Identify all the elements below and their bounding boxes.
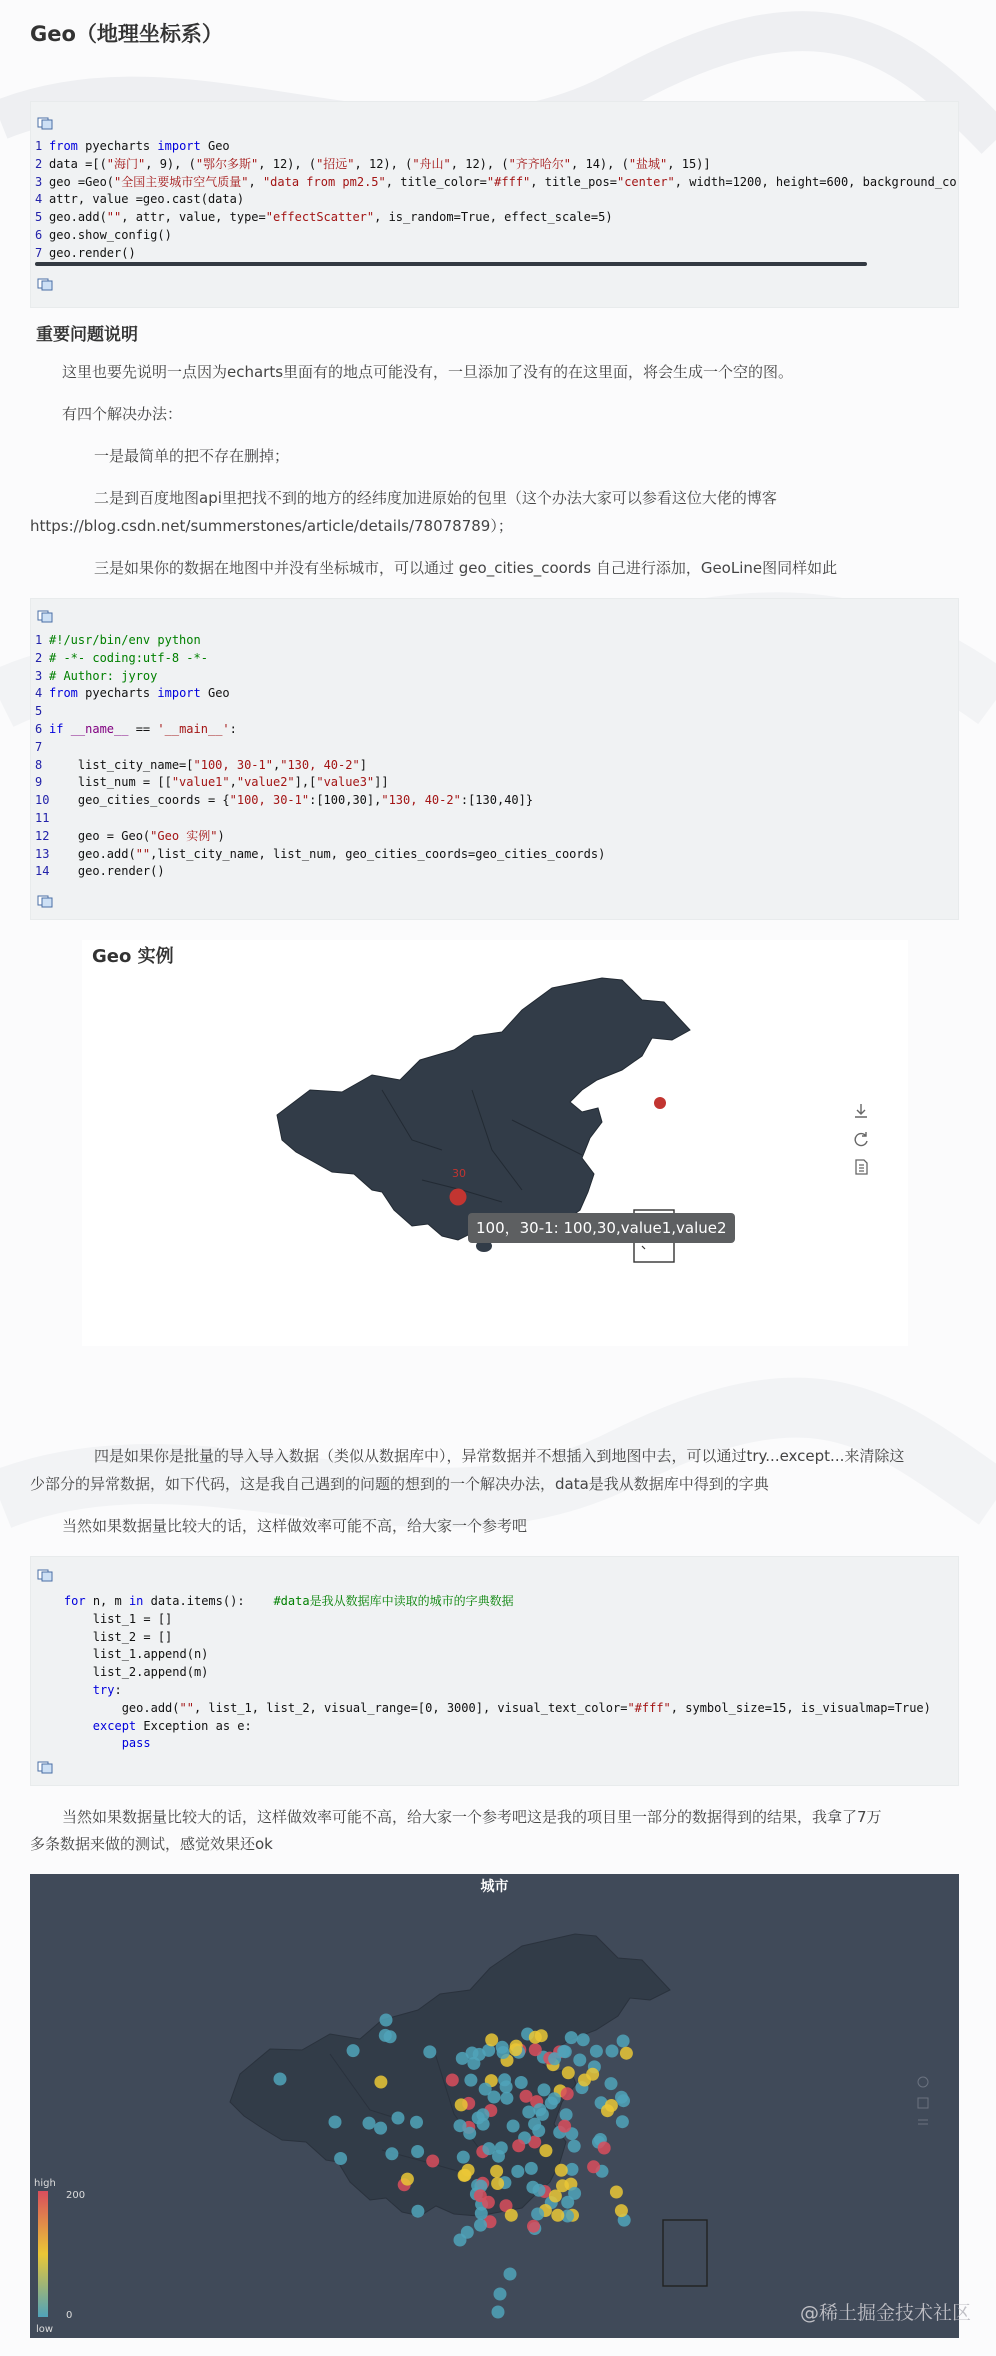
line-number: 7 bbox=[35, 245, 43, 260]
code-line bbox=[35, 1593, 931, 1611]
paragraph: 有四个解决办法： bbox=[62, 405, 183, 423]
scatter-point[interactable] bbox=[363, 2117, 376, 2130]
code-text: list_2 = [] bbox=[35, 1629, 173, 1644]
scatter-point[interactable] bbox=[507, 2120, 520, 2133]
code-line bbox=[35, 174, 957, 192]
section-heading: 重要问题说明 bbox=[36, 325, 138, 345]
code-lines bbox=[35, 138, 957, 263]
line-number: 3 bbox=[35, 668, 43, 683]
code-line bbox=[35, 1735, 931, 1753]
code-line bbox=[35, 1700, 931, 1718]
scatter-point[interactable] bbox=[573, 2054, 586, 2067]
toolbox-icons[interactable] bbox=[915, 2074, 931, 2134]
scatter-point[interactable] bbox=[274, 2073, 287, 2086]
scatter-point[interactable] bbox=[479, 2083, 492, 2096]
scatter-point[interactable] bbox=[539, 2144, 552, 2157]
scatter-point[interactable] bbox=[601, 2104, 614, 2117]
line-number: 6 bbox=[35, 721, 43, 736]
code-text: if __name__ == '__main__': bbox=[49, 721, 237, 736]
scatter-point[interactable] bbox=[512, 2139, 525, 2152]
scatter-point[interactable] bbox=[590, 2045, 603, 2058]
code-line bbox=[35, 703, 605, 721]
paragraph: 一是最简单的把不存在删掉； bbox=[94, 447, 290, 465]
scatter-point[interactable] bbox=[616, 2115, 629, 2128]
code-text: data =[("海门", 9), ("鄂尔多斯", 12), ("招远", 12), ("舟山", 12), ("齐齐哈尔", 14), ("盐城", 15)] bbox=[49, 156, 711, 171]
code-line bbox=[35, 846, 605, 864]
code-text: list_1.append(n) bbox=[35, 1647, 209, 1662]
scatter-point[interactable] bbox=[509, 2043, 522, 2056]
scatter-point[interactable] bbox=[459, 2169, 472, 2182]
scatter-point[interactable] bbox=[562, 2066, 575, 2079]
scatter-point[interactable] bbox=[374, 2122, 387, 2135]
scatter-point[interactable] bbox=[492, 2150, 505, 2163]
paragraph: 少部分的异常数据，如下代码，这是我自己遇到的问题的想到的一个解决办法，data是我从数据库中得到的字典 bbox=[30, 1475, 769, 1493]
scatter-point[interactable] bbox=[522, 2106, 535, 2119]
code-line bbox=[35, 668, 605, 686]
scatter-point[interactable] bbox=[494, 2288, 507, 2301]
scatter-point[interactable] bbox=[532, 2124, 545, 2137]
code-line bbox=[35, 863, 605, 881]
page-title: Geo（地理坐标系） bbox=[30, 22, 223, 46]
code-text: list_1 = [] bbox=[35, 1611, 173, 1626]
paragraph: 当然如果数据量比较大的话，这样做效率可能不高，给大家一个参考吧这是我的项目里一部分的数据得到的结果，我拿了7万 bbox=[62, 1808, 882, 1826]
code-line bbox=[35, 650, 605, 668]
code-line bbox=[35, 227, 957, 245]
scatter-point[interactable] bbox=[615, 2091, 628, 2104]
scatter-point[interactable] bbox=[334, 2152, 347, 2165]
scatter-point[interactable] bbox=[411, 2145, 424, 2158]
paragraph: 这里也要先说明一点因为echarts里面有的地点可能没有，一旦添加了没有的在这里面，将会生成一个空的图。 bbox=[62, 363, 794, 381]
copy-code-icon[interactable] bbox=[37, 1761, 53, 1774]
scatter-point[interactable] bbox=[464, 2074, 477, 2087]
scatter-point[interactable] bbox=[615, 2204, 628, 2217]
code-lines bbox=[35, 1593, 931, 1753]
code-text: geo.add("", attr, value, type="effectScatter", is_random=True, effect_scale=5) bbox=[49, 210, 613, 225]
scatter-point[interactable] bbox=[485, 2033, 498, 2046]
visual-map-legend[interactable] bbox=[36, 2189, 50, 2319]
blog-link[interactable]: https://blog.csdn.net/summerstones/article/details/78078789）； bbox=[30, 517, 513, 535]
paragraph: 二是到百度地图api里把找不到的地方的经纬度加进原始的包里（这个办法大家可以参看这位大佬的博客 bbox=[94, 489, 777, 507]
scatter-point[interactable] bbox=[374, 2076, 387, 2089]
geo-example-map bbox=[82, 940, 908, 1346]
scatter-point[interactable] bbox=[474, 2189, 487, 2202]
scatter-point[interactable] bbox=[446, 2074, 459, 2087]
scatter-point[interactable] bbox=[586, 2068, 599, 2081]
code-block-1 bbox=[30, 101, 959, 308]
code-line bbox=[35, 1664, 931, 1682]
line-number: 9 bbox=[35, 775, 43, 790]
code-text: #!/usr/bin/env python bbox=[49, 633, 201, 647]
code-line bbox=[35, 209, 957, 227]
legend-min-value: 0 bbox=[66, 2310, 73, 2321]
scatter-point[interactable] bbox=[568, 2140, 581, 2153]
scatter-point[interactable] bbox=[505, 2209, 518, 2222]
scatter-point[interactable] bbox=[605, 2077, 618, 2090]
scatter-point[interactable] bbox=[504, 2268, 517, 2281]
code-text: from pyecharts import Geo bbox=[49, 686, 230, 701]
scatter-point[interactable] bbox=[533, 2103, 546, 2116]
line-number: 5 bbox=[35, 704, 43, 719]
code-text: geo.show_config() bbox=[49, 227, 172, 242]
line-number: 6 bbox=[35, 227, 43, 242]
code-text: try: bbox=[92, 1682, 122, 1697]
scatter-point[interactable] bbox=[347, 2044, 360, 2057]
code-line bbox=[35, 138, 957, 156]
scatter-point[interactable] bbox=[491, 2177, 504, 2190]
line-number: 1 bbox=[35, 139, 43, 153]
code-line bbox=[35, 245, 957, 263]
scatter-point[interactable] bbox=[474, 2219, 487, 2232]
line-number: 12 bbox=[35, 828, 50, 843]
data-point bbox=[450, 1189, 467, 1206]
line-number: 13 bbox=[35, 846, 50, 861]
scatter-point[interactable] bbox=[329, 2116, 342, 2129]
code-text: for n, m in data.items(): #data是我从数据库中读取的城市的字典数据 bbox=[63, 1594, 514, 1608]
copy-code-icon[interactable] bbox=[37, 610, 53, 623]
code-line bbox=[35, 774, 605, 792]
scatter-point[interactable] bbox=[457, 2151, 470, 2164]
scatter-point[interactable] bbox=[529, 2031, 542, 2044]
scatter-point[interactable] bbox=[620, 2047, 633, 2060]
scatter-point[interactable] bbox=[559, 2045, 572, 2058]
watermark: @稀土掘金技术社区 bbox=[800, 2302, 972, 2324]
scatter-point[interactable] bbox=[606, 2045, 619, 2058]
scatter-point[interactable] bbox=[610, 2186, 623, 2199]
scatter-point[interactable] bbox=[549, 2190, 562, 2203]
scatter-point[interactable] bbox=[490, 2165, 503, 2178]
paragraph: 三是如果你的数据在地图中并没有坐标城市，可以通过 geo_cities_coords 自己进行添加，GeoLine图同样如此 bbox=[94, 559, 838, 577]
scatter-point[interactable] bbox=[568, 2187, 581, 2200]
scatter-point[interactable] bbox=[411, 2205, 424, 2218]
code-block-2 bbox=[30, 598, 959, 920]
code-text: geo.add("", list_1, list_2, visual_range=[0, 3000], visual_text_color="#fff", symbol_size=15, is_visualmap=True) bbox=[35, 1700, 931, 1715]
code-line bbox=[35, 1629, 931, 1647]
scatter-point[interactable] bbox=[496, 2041, 509, 2054]
code-text: pass bbox=[121, 1736, 151, 1751]
data-view-icon[interactable] bbox=[852, 1158, 870, 1176]
scatter-point[interactable] bbox=[476, 2108, 489, 2121]
code-text: list_city_name=["100, 30-1","130, 40-2"] bbox=[49, 757, 367, 772]
scatter-point[interactable] bbox=[500, 2092, 513, 2105]
line-number: 4 bbox=[35, 192, 43, 207]
legend-high-label: high bbox=[34, 2178, 56, 2189]
line-number: 1 bbox=[35, 633, 43, 647]
scatter-point[interactable] bbox=[531, 2208, 544, 2221]
scatter-point[interactable] bbox=[385, 2147, 398, 2160]
code-line bbox=[35, 721, 605, 739]
scatter-point[interactable] bbox=[577, 2033, 590, 2046]
code-text: geo.render() bbox=[49, 245, 136, 260]
scatter-point[interactable] bbox=[558, 2120, 571, 2133]
code-line bbox=[35, 792, 605, 810]
line-number: 10 bbox=[35, 793, 50, 808]
code-text: geo = Geo("Geo 实例") bbox=[49, 828, 225, 843]
line-number: 11 bbox=[35, 810, 50, 825]
scatter-point[interactable] bbox=[551, 2209, 564, 2222]
line-number: 2 bbox=[35, 650, 43, 665]
scatter-point[interactable] bbox=[560, 2108, 573, 2121]
map-title: Geo 实例 bbox=[92, 946, 174, 967]
code-text: list_2.append(m) bbox=[35, 1665, 209, 1680]
code-lines bbox=[35, 632, 605, 881]
code-text: geo =Geo("全国主要城市空气质量", "data from pm2.5", title_color="#fff", title_pos="center", width=1200, height=600, background_co bbox=[49, 174, 957, 189]
code-line bbox=[35, 632, 605, 650]
copy-code-icon[interactable] bbox=[37, 1569, 53, 1582]
code-text: geo.add("",list_city_name, list_num, geo_cities_coords=geo_cities_coords) bbox=[49, 846, 606, 861]
scatter-point[interactable] bbox=[555, 2164, 568, 2177]
south-china-sea-inset bbox=[663, 2220, 707, 2286]
scatter-point[interactable] bbox=[587, 2160, 600, 2173]
code-line bbox=[35, 1682, 931, 1700]
legend-low-label: low bbox=[36, 2324, 54, 2335]
scatter-point[interactable] bbox=[463, 2127, 476, 2140]
line-number: 14 bbox=[35, 864, 50, 879]
code-line bbox=[35, 685, 605, 703]
code-line bbox=[35, 739, 605, 757]
line-number: 2 bbox=[35, 156, 43, 171]
scatter-point[interactable] bbox=[527, 2220, 540, 2233]
code-line bbox=[35, 1611, 931, 1629]
china-scatter-map bbox=[30, 1874, 959, 2338]
download-icon[interactable] bbox=[852, 1102, 870, 1120]
code-line bbox=[35, 1646, 931, 1664]
scatter-point[interactable] bbox=[525, 2162, 538, 2175]
code-text: geo.render() bbox=[49, 864, 165, 879]
code-text: except Exception as e: bbox=[92, 1718, 252, 1733]
code-block-3 bbox=[30, 1556, 959, 1786]
china-landmass bbox=[277, 978, 690, 1240]
horizontal-scrollbar[interactable] bbox=[35, 262, 867, 266]
scatter-point[interactable] bbox=[401, 2173, 414, 2186]
scatter-point[interactable] bbox=[492, 2306, 505, 2319]
scatter-point[interactable] bbox=[455, 2098, 468, 2111]
scatter-point[interactable] bbox=[617, 2035, 630, 2048]
scatter-point[interactable] bbox=[520, 2090, 533, 2103]
paragraph: 四是如果你是批量的导入导入数据（类似从数据库中），异常数据并不想插入到地图中去，可以通过try...except...来清除这 bbox=[94, 1447, 905, 1465]
scatter-point[interactable] bbox=[454, 2234, 467, 2247]
scatter-point[interactable] bbox=[384, 2030, 397, 2043]
refresh-icon[interactable] bbox=[852, 1130, 870, 1148]
scatter-point[interactable] bbox=[511, 2165, 524, 2178]
code-line bbox=[35, 810, 605, 828]
code-line bbox=[35, 1718, 931, 1736]
data-point bbox=[654, 1097, 666, 1109]
map-tooltip: 100，30-1: 100,30,value1,value2 bbox=[468, 1213, 735, 1243]
scatter-point[interactable] bbox=[515, 2076, 528, 2089]
code-text: geo_cities_coords = {"100, 30-1":[100,30],"130, 40-2":[130,40]} bbox=[49, 793, 534, 808]
scatter-point[interactable] bbox=[426, 2155, 439, 2168]
scatter-point[interactable] bbox=[410, 2116, 423, 2129]
scatter-point[interactable] bbox=[561, 2087, 574, 2100]
line-number: 3 bbox=[35, 174, 43, 189]
line-number: 8 bbox=[35, 757, 43, 772]
paragraph: 多条数据来做的测试，感觉效果还ok bbox=[30, 1835, 273, 1853]
scatter-point[interactable] bbox=[565, 2031, 578, 2044]
data-point-label: 30 bbox=[452, 1167, 466, 1180]
map-title: 城市 bbox=[480, 1879, 509, 1895]
scatter-point[interactable] bbox=[545, 2097, 558, 2110]
code-text: from pyecharts import Geo bbox=[49, 139, 230, 153]
scatter-point[interactable] bbox=[423, 2045, 436, 2058]
code-text: list_num = [["value1","value2"],["value3"]] bbox=[49, 775, 389, 790]
code-line bbox=[35, 156, 957, 174]
code-text: attr, value =geo.cast(data) bbox=[49, 192, 245, 207]
scatter-point[interactable] bbox=[538, 2083, 551, 2096]
city-scatter-map bbox=[30, 1874, 959, 2338]
scatter-point[interactable] bbox=[526, 2181, 539, 2194]
copy-code-icon[interactable] bbox=[37, 117, 53, 130]
line-number: 4 bbox=[35, 686, 43, 701]
code-line bbox=[35, 757, 605, 775]
line-number: 5 bbox=[35, 210, 43, 225]
code-line bbox=[35, 828, 605, 846]
scatter-point[interactable] bbox=[500, 2080, 513, 2093]
scatter-point[interactable] bbox=[392, 2112, 405, 2125]
code-text: # Author: jyroy bbox=[49, 668, 158, 683]
code-text: # -*- coding:utf-8 -*- bbox=[49, 650, 208, 665]
copy-code-icon[interactable] bbox=[37, 278, 53, 291]
line-number: 7 bbox=[35, 739, 43, 754]
scatter-point[interactable] bbox=[598, 2142, 611, 2155]
paragraph: 当然如果数据量比较大的话，这样做效率可能不高，给大家一个参考吧 bbox=[62, 1517, 528, 1535]
scatter-point[interactable] bbox=[380, 2014, 393, 2027]
scatter-point[interactable] bbox=[466, 2047, 479, 2060]
copy-code-icon[interactable] bbox=[37, 895, 53, 908]
code-line bbox=[35, 191, 957, 209]
scatter-point[interactable] bbox=[529, 2043, 542, 2056]
legend-max-value: 200 bbox=[66, 2190, 86, 2201]
china-map bbox=[82, 940, 908, 1346]
